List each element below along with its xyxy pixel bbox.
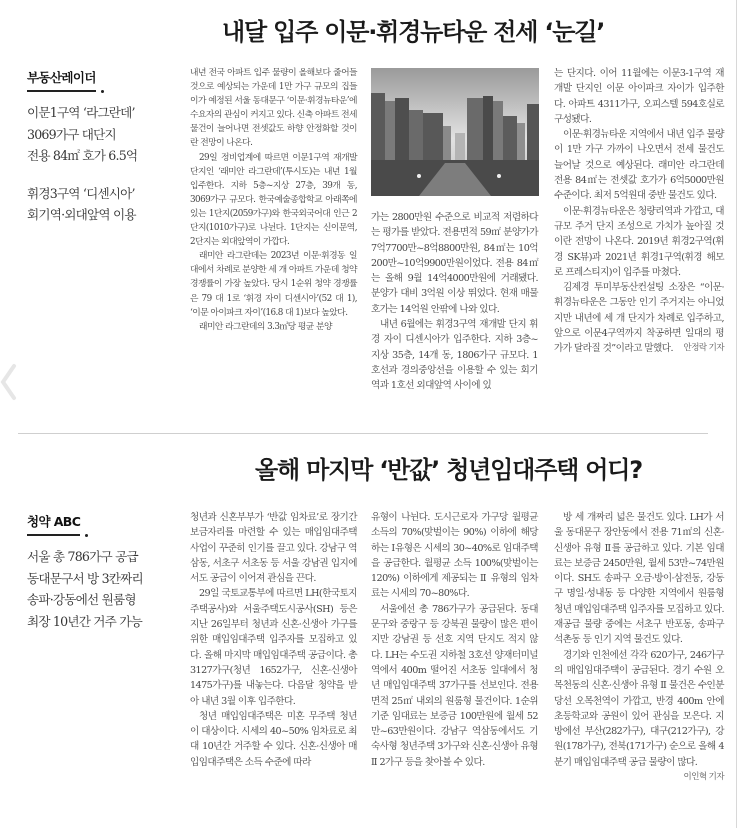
article-2-section-tag <box>27 512 80 536</box>
paragraph: 서울에선 총 786가구가 공급된다. 동대문구와 중랑구 등 강북권 물량이 많은 편이지만 강남권 등 선호 지역 단지도 적지 않다. LH는 수도권 지하철 3호선 양재터미널역에서 400m 떨어진 서초동 일대에서 청년 매입임대주택 37가구를 선보인다. 전용면적 25㎡ 내외의 원룸형 물건이다. 1순위 기준 임대료는 보증금 100만원에 월세 52만~63만원이다. 강남구 역삼동에서도 기숙사형 청년주택 3가구와 신혼·신생아 유형 Ⅱ 2가구 등을 찾아볼 수 있다. <box>371 603 538 768</box>
paragraph: 는 단지다. 이어 11월에는 이문3-1구역 재개발 단지인 이문 아이파크 자이가 입주한다. 아파트 4311가구, 오피스텔 594호실로 구성됐다. <box>554 68 724 125</box>
article-2-summary-box <box>27 511 177 632</box>
article-1-column-3 <box>554 66 724 357</box>
paragraph: 유형이 나뉜다. 도시근로자 가구당 월평균 소득의 70%(맞벌이는 90%) 이하에 해당하는 Ⅰ유형은 시세의 30~40%로 임대주택을 공급한다. 월평균 소득 100%(맞벌이는 120%) 이하에게 제공되는 Ⅱ 유형의 임차료는 시세의 70~80%다. <box>371 512 538 600</box>
paragraph: 방 세 개짜리 넓은 물건도 있다. LH가 서울 동대문구 장안동에서 전용 71㎡의 신혼·신생아 유형 Ⅱ를 공급하고 있다. 기본 임대료는 보증금 2450만원, 월세 53만~74만원이다. SH도 송파구 오금·방이·삼전동, 강동구 명일·성내동 등 다양한 지역에서 원룸형 청년 매입임대주택 입주자를 모집하고 있다. 재공급 물량 중에는 서초구 반포동, 송파구 석촌동 등 인기 지역 물건도 있다. <box>554 512 724 646</box>
paragraph: 이문·휘경뉴타운 지역에서 내년 입주 물량이 1만 가구 가까이 나오면서 전세 물건도 늘어날 것으로 예상된다. 래미안 라그란데 전용 84㎡는 전셋값 호가가 6억5000만원 수준이다. 최저 5억원대 중반 물건도 있다. <box>554 129 724 202</box>
summary-line: 서울 총 786가구 공급 <box>27 549 138 564</box>
article-2-column-2 <box>371 510 538 770</box>
paragraph: 29일 정비업계에 따르면 이문1구역 재개발 단지인 ‘래미안 라그란데’(투시도)는 내년 1월 입주한다. 지하 5층~지상 27층, 39개 동, 3069가구 규모다. 한국예술종합학교 아래쪽에 있는 1단지(2059가구)와 한국외국어대 인근 2단지(1010가구)로 나뉜다. 1단지는 신이문역, 2단지는 외대앞역이 가깝다. <box>190 152 357 248</box>
article-1-column-2 <box>371 210 538 394</box>
section-tag-label: 청약 ABC <box>27 514 81 529</box>
chevron-left-icon[interactable] <box>0 362 20 402</box>
paragraph: 청년 매입임대주택은 미혼 무주택 청년이 대상이다. 시세의 40~50% 임차료로 최대 10년간 거주할 수 있다. 신혼·신생아 매입임대주택은 소득 수준에 따라 <box>190 710 357 768</box>
byline: 이인혁 기자 <box>683 772 724 783</box>
article-2-headline: 올해 마지막 ‘반값’ 청년임대주택 어디? <box>255 456 642 484</box>
article-1-headline: 내달 입주 이문·휘경뉴타운 전세 ‘눈길’ <box>222 18 605 46</box>
summary-line: 전용 84㎡ 호가 6.5억 <box>27 148 138 163</box>
apartment-complex-photo <box>371 68 539 196</box>
article-divider <box>18 433 708 434</box>
article-2-column-3 <box>554 510 724 785</box>
summary-line: 3069가구 대단지 <box>27 126 116 142</box>
section-tag-label: 부동산레이더 <box>27 70 96 85</box>
paragraph: 가는 2800만원 수준으로 비교적 저렴하다는 평가를 받았다. 전용면적 59㎡ 분양가가 7억7700만~8억8800만원, 84㎡는 10억200만~10억9900만원이었다. 전용 84㎡는 올해 9월 14억4000만원에 거래됐다. 분양가 대비 3억원 이상 뛰었다. 현재 매물 호가는 14억원 안팎에 나와 있다. <box>371 212 538 315</box>
paragraph: 청년과 신혼부부가 ‘반값 임차료’로 장기간 보금자리를 마련할 수 있는 매입임대주택 사업이 꾸준히 인기를 끌고 있다. 강남구 역삼동, 서초구 서초동 등 서울 강남권 입지에서도 공급이 이어져 관심을 끈다. <box>190 512 357 585</box>
page-edge-line <box>736 0 737 828</box>
article-1-section-tag <box>27 68 96 92</box>
summary-line: 동대문구서 방 3칸짜리 <box>27 570 143 586</box>
article-1-column-1 <box>190 66 357 334</box>
paragraph: 29일 국토교통부에 따르면 LH(한국토지주택공사)와 서울주택도시공사(SH) 등은 지난 26일부터 청년과 신혼·신생아 가구를 위한 매입임대주택 입주자를 모집하고 있다. 올해 마지막 매입임대주택 공급이다. 총 3127가구(청년 1652가구, 신혼·신생아 1475가구)를 내놓는다. 다음달 청약을 받아 내년 3월 이후 입주한다. <box>190 588 357 707</box>
paragraph: 이문·휘경뉴타운은 청량리역과 가깝고, 대규모 주거 단지 조성으로 가치가 높아질 것이란 전망이 나온다. 2019년 휘경2구역(휘경 SK뷰)과 2021년 휘경1구역(휘경 해모로 프레스티지)이 입주를 마쳤다. <box>554 205 724 278</box>
summary-line: 송파·강동에선 원룸형 <box>27 592 136 607</box>
summary-line: 이문1구역 ‘라그란데’ <box>27 105 135 120</box>
article-2-column-1 <box>190 510 357 770</box>
paragraph-text: 김제경 투미부동산컨설팅 소장은 “이문·휘경뉴타운은 그동안 인기 주거지는 아니었지만 내년에 세 개 단지가 차례로 입주하고, 앞으로 이문4구역까지 착공하면 일대의 평가가 달라질 것”이라고 말했다. <box>554 282 724 355</box>
paragraph: 래미안 라그란데의 3.3㎡당 평균 분양 <box>199 321 332 332</box>
article-1-summary-box <box>27 67 177 226</box>
summary-line: 최장 10년간 거주 가능 <box>27 613 142 629</box>
paragraph <box>554 280 724 356</box>
paragraph-text: 경기와 인천에선 각각 620가구, 246가구의 매입임대주택이 공급된다. 경기 수원 오목천동의 신혼·신생아 유형 Ⅱ 물건은 수인분당선 오목천역이 가깝고, 반경 400m 안에 초등학교와 공원이 있어 관심을 모은다. 지방에선 부산(282가구), 대구(212가구), 강원(178가구), 전북(171가구) 순으로 올해 4분기 매입임대주택 공급 물량이 많다. <box>554 649 724 768</box>
summary-line: 회기역·외대앞역 이용 <box>27 207 136 222</box>
paragraph: 내년 6월에는 휘경3구역 재개발 단지 휘경 자이 디센시아가 입주한다. 지하 3층~지상 35층, 14개 동, 1806가구 규모다. 1호선과 경의중앙선을 이용할 수 있는 회기역과 1호선 외대앞역 사이에 있 <box>371 319 538 392</box>
paragraph: 내년 전국 아파트 입주 물량이 올해보다 줄어들 것으로 예상되는 가운데 1만 가구 규모의 집들이가 예정된 서울 동대문구 ‘이문·휘경뉴타운’에 수요자의 관심이 커지고 있다. 신축 아파트 전세 물건이 늘어나면 전셋값도 하향 안정화할 것이란 전망이 나온다. <box>190 68 357 149</box>
byline: 안정락 기자 <box>683 343 724 354</box>
summary-line: 휘경3구역 ‘디센시아’ <box>27 185 135 201</box>
paragraph: 래미안 라그란데는 2023년 이문·휘경동 일대에서 차례로 분양한 세 개 아파트 가운데 청약 경쟁률이 가장 높았다. 당시 1순위 청약 경쟁률은 79 대 1로 ‘휘경 자이 디센시아’(52 대 1), ‘이문 아이파크 자이’(16.8 대 1)보다 높았다. <box>190 251 357 318</box>
paragraph <box>554 648 724 783</box>
